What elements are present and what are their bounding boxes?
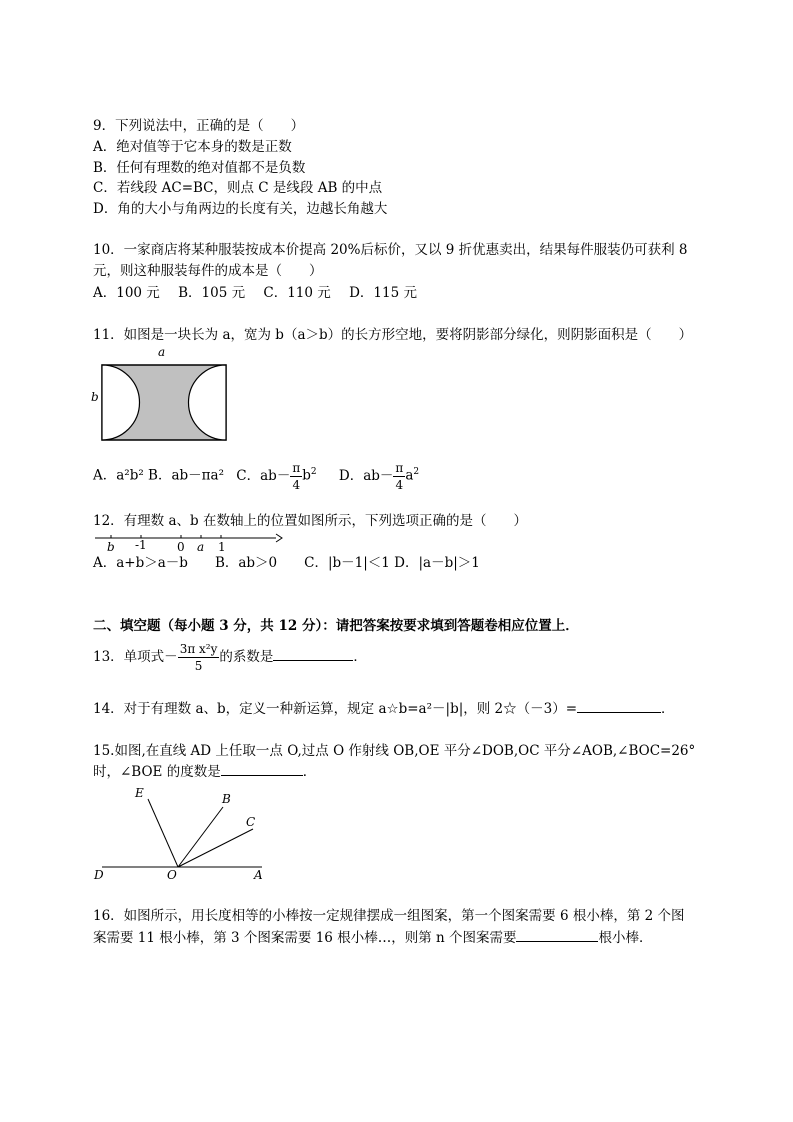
q15-answer-blank[interactable] [221, 763, 303, 776]
q10-options [93, 283, 417, 303]
q11-option-d-prefix: D．ab－ [338, 467, 394, 484]
q15-angle-figure [90, 783, 270, 883]
q12-label-one: 1 [218, 540, 226, 554]
q15-label-o: O [167, 868, 177, 882]
q15-line1: 15.如图,在直线 AD 上任取一点 O,过点 O 作射线 OB,OE 平分∠DOB,OC 平分∠AOB,∠BOC=26° [93, 743, 696, 759]
q12-label-b: b [107, 540, 115, 554]
q13-num: 3π x²y [179, 642, 218, 656]
q11-option-d-den: 4 [395, 477, 404, 492]
q12-label-neg1: -1 [135, 538, 147, 552]
q11-option-c-exp: 2 [310, 467, 317, 477]
q10-option-c: C．110 元 [263, 285, 331, 301]
q11-option-c-prefix: C．ab－ [236, 467, 291, 484]
q10-stem-line1: 10．一家商店将某种服装按成本价提高 20%后标价，又以 9 折优惠卖出，结果每件服装仍可获利 8 [93, 242, 688, 258]
q12-label-a: a [197, 540, 205, 554]
q10-option-a: A．100 元 [93, 285, 160, 301]
q16-line2-suffix: 根小棒． [598, 930, 653, 946]
q16-line2 [93, 928, 652, 948]
q10-option-b: B．105 元 [178, 285, 246, 301]
q16-line2-prefix: 案需要 11 根小棒，第 3 个图案需要 16 根小棒…，则第 n 个图案需要 [93, 930, 517, 946]
q16-line1: 16．如图所示，用长度相等的小棒按一定规律摆成一组图案，第一个图案需要 6 根小棒，第 2 个图 [93, 908, 685, 924]
q15-label-b: B [222, 792, 231, 806]
q14-line [93, 699, 675, 719]
q13-end: ． [353, 649, 367, 665]
q11-option-c-den: 4 [292, 477, 301, 492]
q11-option-d-fraction [393, 460, 405, 493]
q12-options: A．a+b＞a－b B．ab＞0 C．|b－1|＜1 D．|a－b|＞1 [93, 555, 480, 571]
q16-answer-blank[interactable] [516, 929, 598, 942]
q13-fraction [178, 641, 220, 674]
q9-option-b: B．任何有理数的绝对值都不是负数 [93, 160, 306, 176]
q10-stem-line2: 元，则这种服装每件的成本是（ ） [93, 263, 323, 279]
q11-rectangle-figure [88, 343, 233, 445]
q11-label-a: a [158, 345, 166, 359]
q15-label-c: C [246, 815, 256, 829]
q11-option-d-num: π [395, 460, 404, 475]
q9-stem: 9．下列说法中，正确的是（ ） [93, 118, 305, 134]
q15-label-a: A [254, 868, 263, 882]
q9-option-c: C．若线段 AC=BC，则点 C 是线段 AB 的中点 [93, 180, 383, 196]
q14-text: 14．对于有理数 a、b，定义一种新运算，规定 a☆b=a²－|b|，则 2☆（－3）= [93, 701, 578, 717]
q12-stem: 12．有理数 a、b 在数轴上的位置如图所示，下列选项正确的是（ ） [93, 513, 527, 529]
q11-option-c-var: b [302, 467, 311, 484]
q11-option-c-num: π [292, 460, 301, 475]
q12-label-zero: 0 [177, 540, 185, 554]
q14-answer-blank[interactable] [577, 700, 661, 713]
q11-option-d-exp: 2 [413, 467, 420, 477]
q15-label-e: E [135, 786, 144, 800]
q15-line2-text: 时，∠BOE 的度数是 [93, 764, 221, 780]
q12-number-line [93, 531, 283, 555]
q13-den: 5 [194, 659, 203, 673]
q13-prefix: 13．单项式－ [93, 649, 178, 665]
q9-option-a: A．绝对值等于它本身的数是正数 [93, 139, 292, 155]
q11-option-c-fraction [290, 460, 302, 493]
q11-options [93, 455, 419, 493]
q11-label-b: b [91, 390, 99, 404]
q14-end: ． [661, 701, 675, 717]
q13-suffix: 的系数是 [219, 649, 274, 665]
q9-option-d: D．角的大小与角两边的长度有关，边越长角越大 [93, 201, 388, 217]
q11-option-ab: A．a²b² B．ab－πa² [93, 467, 224, 484]
q15-line2 [93, 762, 316, 782]
section2-heading: 二、填空题（每小题 3 分，共 12 分）：请把答案按要求填到答题卷相应位置上． [93, 618, 579, 634]
q13-line [93, 640, 367, 674]
q15-end: ． [302, 764, 317, 780]
q10-option-d: D．115 元 [349, 285, 417, 301]
q15-label-d: D [94, 868, 104, 882]
q11-option-d-var: a [405, 467, 414, 484]
q11-stem: 11．如图是一块长为 a，宽为 b（a＞b）的长方形空地，要将阴影部分绿化，则阴影面积是（ ） [93, 327, 693, 343]
q13-answer-blank[interactable] [273, 648, 353, 661]
